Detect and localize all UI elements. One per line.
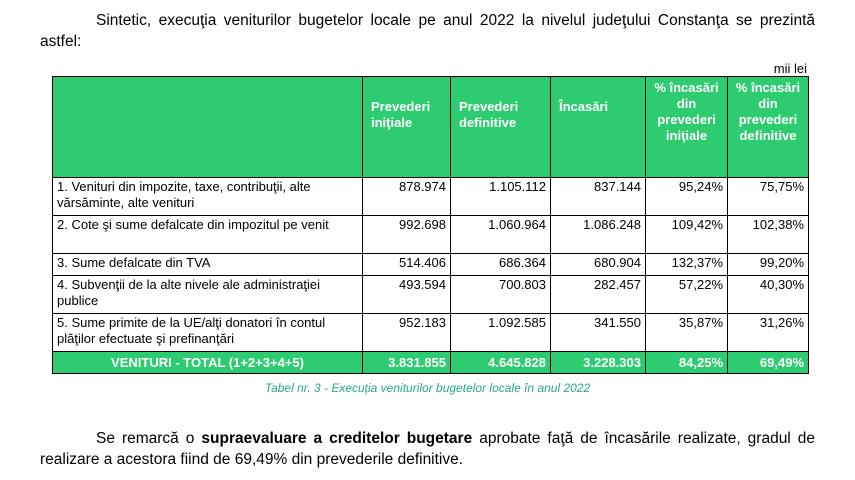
row-name: 5. Sume primite de la UE/alţi donatori în contul plăţilor efectuate şi prefinanţări — [53, 314, 363, 352]
table-row — [53, 314, 809, 352]
cell-pct-initial: 57,22% — [646, 276, 728, 314]
table-caption: Tabel nr. 3 - Execuţia veniturilor bugetelor locale în anul 2022 — [264, 381, 591, 395]
cell-initial: 878.974 — [363, 178, 451, 216]
cell-initial: 514.406 — [363, 254, 451, 276]
cell-pct-initial: 109,42% — [646, 216, 728, 254]
cell-definitive: 1.092.585 — [451, 314, 551, 352]
revenue-table — [52, 76, 809, 374]
total-definitive: 4.645.828 — [451, 352, 551, 374]
row-name: 2. Cote şi sume defalcate din impozitul pe venit — [53, 216, 363, 254]
intro-text: Sintetic, execuţia veniturilor bugetelor locale pe anul 2022 la nivelul judeţului Constanţa se prezintă astfel: — [40, 12, 815, 50]
cell-definitive: 686.364 — [451, 254, 551, 276]
cell-initial: 952.183 — [363, 314, 451, 352]
cell-pct-initial: 132,37% — [646, 254, 728, 276]
cell-initial: 992.698 — [363, 216, 451, 254]
row-name: 1. Venituri din impozite, taxe, contribuţii, alte vărsăminte, alte venituri — [53, 178, 363, 216]
total-initial: 3.831.855 — [363, 352, 451, 374]
header-cell-definitive: Prevederi definitive — [451, 77, 551, 178]
remark-paragraph — [40, 428, 815, 470]
cell-initial: 493.594 — [363, 276, 451, 314]
unit-label: mii lei — [773, 61, 807, 76]
cell-pct-definitive: 31,26% — [728, 314, 809, 352]
cell-receipts: 282.457 — [551, 276, 646, 314]
table-header-row — [53, 77, 809, 178]
table-row — [53, 254, 809, 276]
cell-definitive: 1.105.112 — [451, 178, 551, 216]
total-pct-definitive: 69,49% — [728, 352, 809, 374]
cell-pct-definitive: 75,75% — [728, 178, 809, 216]
table-row — [53, 276, 809, 314]
table-row — [53, 216, 809, 254]
total-pct-initial: 84,25% — [646, 352, 728, 374]
cell-definitive: 1.060.964 — [451, 216, 551, 254]
cell-pct-definitive: 102,38% — [728, 216, 809, 254]
total-receipts: 3.228.303 — [551, 352, 646, 374]
table-row — [53, 178, 809, 216]
table-total-row — [53, 352, 809, 374]
row-name: 3. Sume defalcate din TVA — [53, 254, 363, 276]
cell-receipts: 680.904 — [551, 254, 646, 276]
cell-pct-initial: 95,24% — [646, 178, 728, 216]
total-label: VENITURI - TOTAL (1+2+3+4+5) — [53, 352, 363, 374]
cell-receipts: 837.144 — [551, 178, 646, 216]
cell-receipts: 1.086.248 — [551, 216, 646, 254]
header-cell-pct-initial: % încasări din prevederi iniţiale — [646, 77, 728, 178]
remark-text-start: Se remarcă o — [96, 430, 202, 447]
remark-text-end: aprobate faţă de încasările realizate, gradul de realizare a acestora fiind de 69,49% din prevederile definitive. — [40, 430, 815, 468]
cell-pct-initial: 35,87% — [646, 314, 728, 352]
cell-pct-definitive: 99,20% — [728, 254, 809, 276]
intro-paragraph — [40, 10, 815, 52]
header-cell-name — [53, 77, 363, 178]
remark-emphasis: supraevaluare a creditelor bugetare — [201, 430, 473, 447]
row-name: 4. Subvenţii de la alte nivele ale administraţiei publice — [53, 276, 363, 314]
header-cell-pct-definitive: % încasări din prevederi definitive — [728, 77, 809, 178]
cell-receipts: 341.550 — [551, 314, 646, 352]
cell-pct-definitive: 40,30% — [728, 276, 809, 314]
header-cell-receipts: Încasări — [551, 77, 646, 178]
header-cell-initial: Prevederi iniţiale — [363, 77, 451, 178]
cell-definitive: 700.803 — [451, 276, 551, 314]
